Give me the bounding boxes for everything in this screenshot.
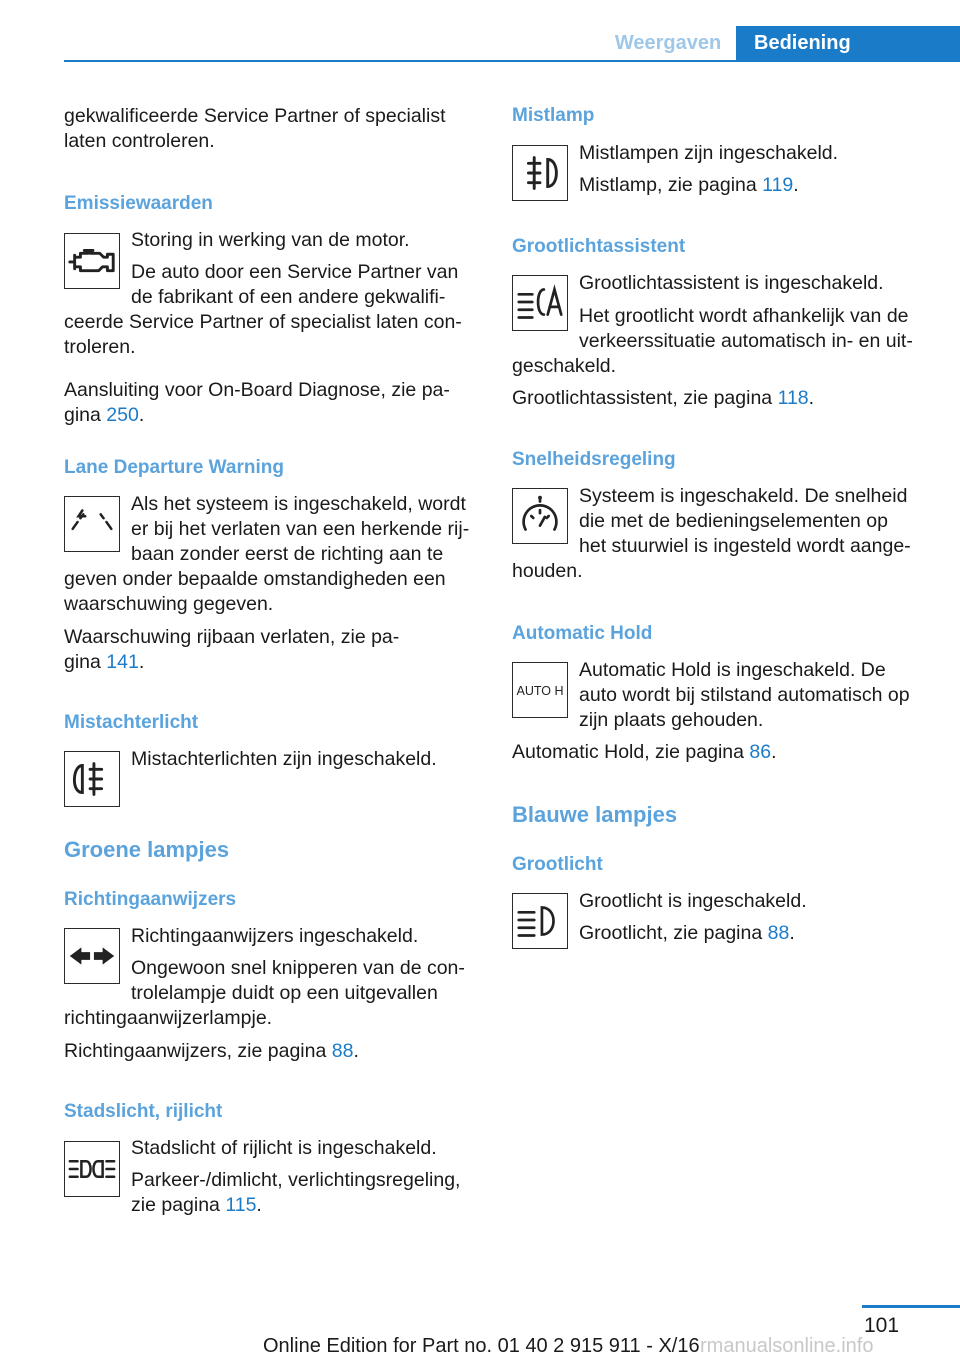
obd-end: . <box>138 404 145 426</box>
grootlichtassistent-page-link[interactable]: 118 <box>777 387 809 409</box>
stadslicht-page-link[interactable]: 115 <box>225 1194 257 1216</box>
lane-ref-line-2 <box>64 650 144 676</box>
lane-ref-end: . <box>138 651 145 673</box>
obd-text: gina <box>64 404 107 426</box>
header-tab-bediening[interactable]: Bediening <box>736 26 960 62</box>
stadslicht-ref <box>131 1193 262 1219</box>
richting-line-2: Ongewoon snel knipperen van de con- <box>131 957 465 979</box>
stadslicht-ref-end: . <box>256 1194 262 1216</box>
grootlicht-ref <box>579 921 795 947</box>
grootlicht-ref-text: Grootlicht, zie pagina <box>579 922 768 944</box>
grootlichtassistent-heading: Grootlichtassistent <box>512 236 686 257</box>
grootlicht-ref-end: . <box>789 922 795 944</box>
header-rule <box>64 60 960 62</box>
footer-rule <box>862 1305 960 1308</box>
autohold-ref <box>512 740 777 766</box>
grootlicht-page-link[interactable]: 88 <box>767 922 790 944</box>
richting-line-3: trolelampje duidt op een uitgevallen <box>131 982 438 1004</box>
richting-line-4: richtingaanwijzerlampje. <box>64 1007 273 1029</box>
lane-ref-line-1: Waarschuwing rijbaan verlaten, zie pa- <box>64 626 400 648</box>
richting-ref-text: Richtingaanwijzers, zie pagina <box>64 1040 332 1062</box>
parking-light-icon <box>64 1141 120 1197</box>
autohold-ref-text: Automatic Hold, zie pagina <box>512 741 750 763</box>
page-number: 101 <box>864 1314 900 1337</box>
emissie-line-3: de fabrikant of een andere gekwalifi- <box>131 286 446 308</box>
mistlamp-ref-text: Mistlamp, zie pagina <box>579 174 763 196</box>
emissie-line-1: Storing in werking van de motor. <box>131 229 410 251</box>
stadslicht-line-1: Stadslicht of rijlicht is ingeschakeld. <box>131 1137 437 1159</box>
obd-line-1: Aansluiting voor On-Board Diagnose, zie pa- <box>64 379 450 401</box>
turn-signal-icon <box>64 928 120 984</box>
stadslicht-line-2: Parkeer-/dimlicht, verlichtingsregeling, <box>131 1169 461 1191</box>
stadslicht-ref-text: zie pagina <box>131 1194 226 1216</box>
auto-hold-icon-text: AUTO H <box>516 683 564 698</box>
grootlichtassistent-line-4: geschakeld. <box>512 355 617 377</box>
emissie-line-5: troleren. <box>64 336 136 358</box>
grootlichtassistent-ref <box>512 386 814 412</box>
cruise-control-icon <box>512 488 568 544</box>
obd-line-2 <box>64 403 144 429</box>
watermark: rmanualsonline.info <box>700 1335 874 1357</box>
autohold-line-2: auto wordt bij stilstand automatisch op <box>579 684 910 706</box>
rear-fog-light-icon <box>64 751 120 807</box>
grootlichtassistent-ref-end: . <box>808 387 815 409</box>
stadslicht-heading: Stadslicht, rijlicht <box>64 1101 223 1122</box>
auto-hold-icon <box>512 662 568 718</box>
mistachter-line: Mistachterlichten zijn ingeschakeld. <box>131 748 437 770</box>
mistlamp-page-link[interactable]: 119 <box>762 174 794 196</box>
richting-line-1: Richtingaanwijzers ingeschakeld. <box>131 925 419 947</box>
grootlichtassistent-line-3: verkeerssituatie automatisch in- en uit- <box>579 330 913 352</box>
autohold-line-3: zijn plaats gehouden. <box>579 709 764 731</box>
autohold-page-link[interactable]: 86 <box>749 741 772 763</box>
lane-line-1: Als het systeem is ingeschakeld, wordt <box>131 493 466 515</box>
emissie-line-4: ceerde Service Partner of specialist laten con- <box>64 311 462 333</box>
front-fog-light-icon <box>512 145 568 201</box>
groene-heading: Groene lampjes <box>64 837 230 862</box>
snelheid-line-4: houden. <box>512 560 583 582</box>
edition-text: Online Edition for Part no. 01 40 2 915 911 - X/16 <box>263 1335 700 1357</box>
intro-line-2: laten controleren. <box>64 130 215 152</box>
obd-page-link[interactable]: 250 <box>106 404 139 426</box>
mistachter-heading: Mistachterlicht <box>64 712 199 733</box>
lane-line-5: waarschuwing gegeven. <box>64 593 274 615</box>
snelheid-line-3: het stuurwiel is ingesteld wordt aange- <box>579 535 911 557</box>
snelheid-line-2: die met de bedieningselementen op <box>579 510 888 532</box>
lane-departure-icon <box>64 496 120 552</box>
grootlicht-line: Grootlicht is ingeschakeld. <box>579 890 807 912</box>
lane-line-2: er bij het verlaten van een herkende rij- <box>131 518 470 540</box>
header-tab-weergaven[interactable]: Weergaven <box>614 32 722 54</box>
high-beam-assistant-icon <box>512 275 568 331</box>
autohold-heading: Automatic Hold <box>512 623 653 644</box>
grootlichtassistent-ref-text: Grootlichtassistent, zie pagina <box>512 387 778 409</box>
mistlamp-ref-end: . <box>793 174 799 196</box>
lane-heading: Lane Departure Warning <box>64 457 284 478</box>
autohold-ref-end: . <box>771 741 777 763</box>
mistlamp-line: Mistlampen zijn ingeschakeld. <box>579 142 839 164</box>
snelheid-heading: Snelheidsregeling <box>512 449 676 470</box>
mistlamp-ref <box>579 173 799 199</box>
grootlichtassistent-line-2: Het grootlicht wordt afhankelijk van de <box>579 305 909 327</box>
lane-line-4: geven onder bepaalde omstandigheden een <box>64 568 446 590</box>
high-beam-icon <box>512 893 568 949</box>
mistlamp-heading: Mistlamp <box>512 105 595 126</box>
intro-line-1: gekwalificeerde Service Partner of specialist <box>64 105 446 127</box>
richting-ref <box>64 1039 359 1065</box>
engine-icon <box>64 233 120 289</box>
lane-line-3: baan zonder eerst de richting aan te <box>131 543 444 565</box>
lane-ref-text: gina <box>64 651 107 673</box>
grootlicht-heading: Grootlicht <box>512 854 603 875</box>
richting-page-link[interactable]: 88 <box>331 1040 354 1062</box>
emissie-heading: Emissiewaarden <box>64 193 213 214</box>
autohold-line-1: Automatic Hold is ingeschakeld. De <box>579 659 886 681</box>
lane-page-link[interactable]: 141 <box>106 651 139 673</box>
richting-heading: Richtingaanwijzers <box>64 889 237 910</box>
blauwe-heading: Blauwe lampjes <box>512 802 678 827</box>
emissie-line-2: De auto door een Service Partner van <box>131 261 459 283</box>
richting-ref-end: . <box>353 1040 359 1062</box>
grootlichtassistent-line-1: Grootlichtassistent is ingeschakeld. <box>579 272 884 294</box>
snelheid-line-1: Systeem is ingeschakeld. De snelheid <box>579 485 908 507</box>
